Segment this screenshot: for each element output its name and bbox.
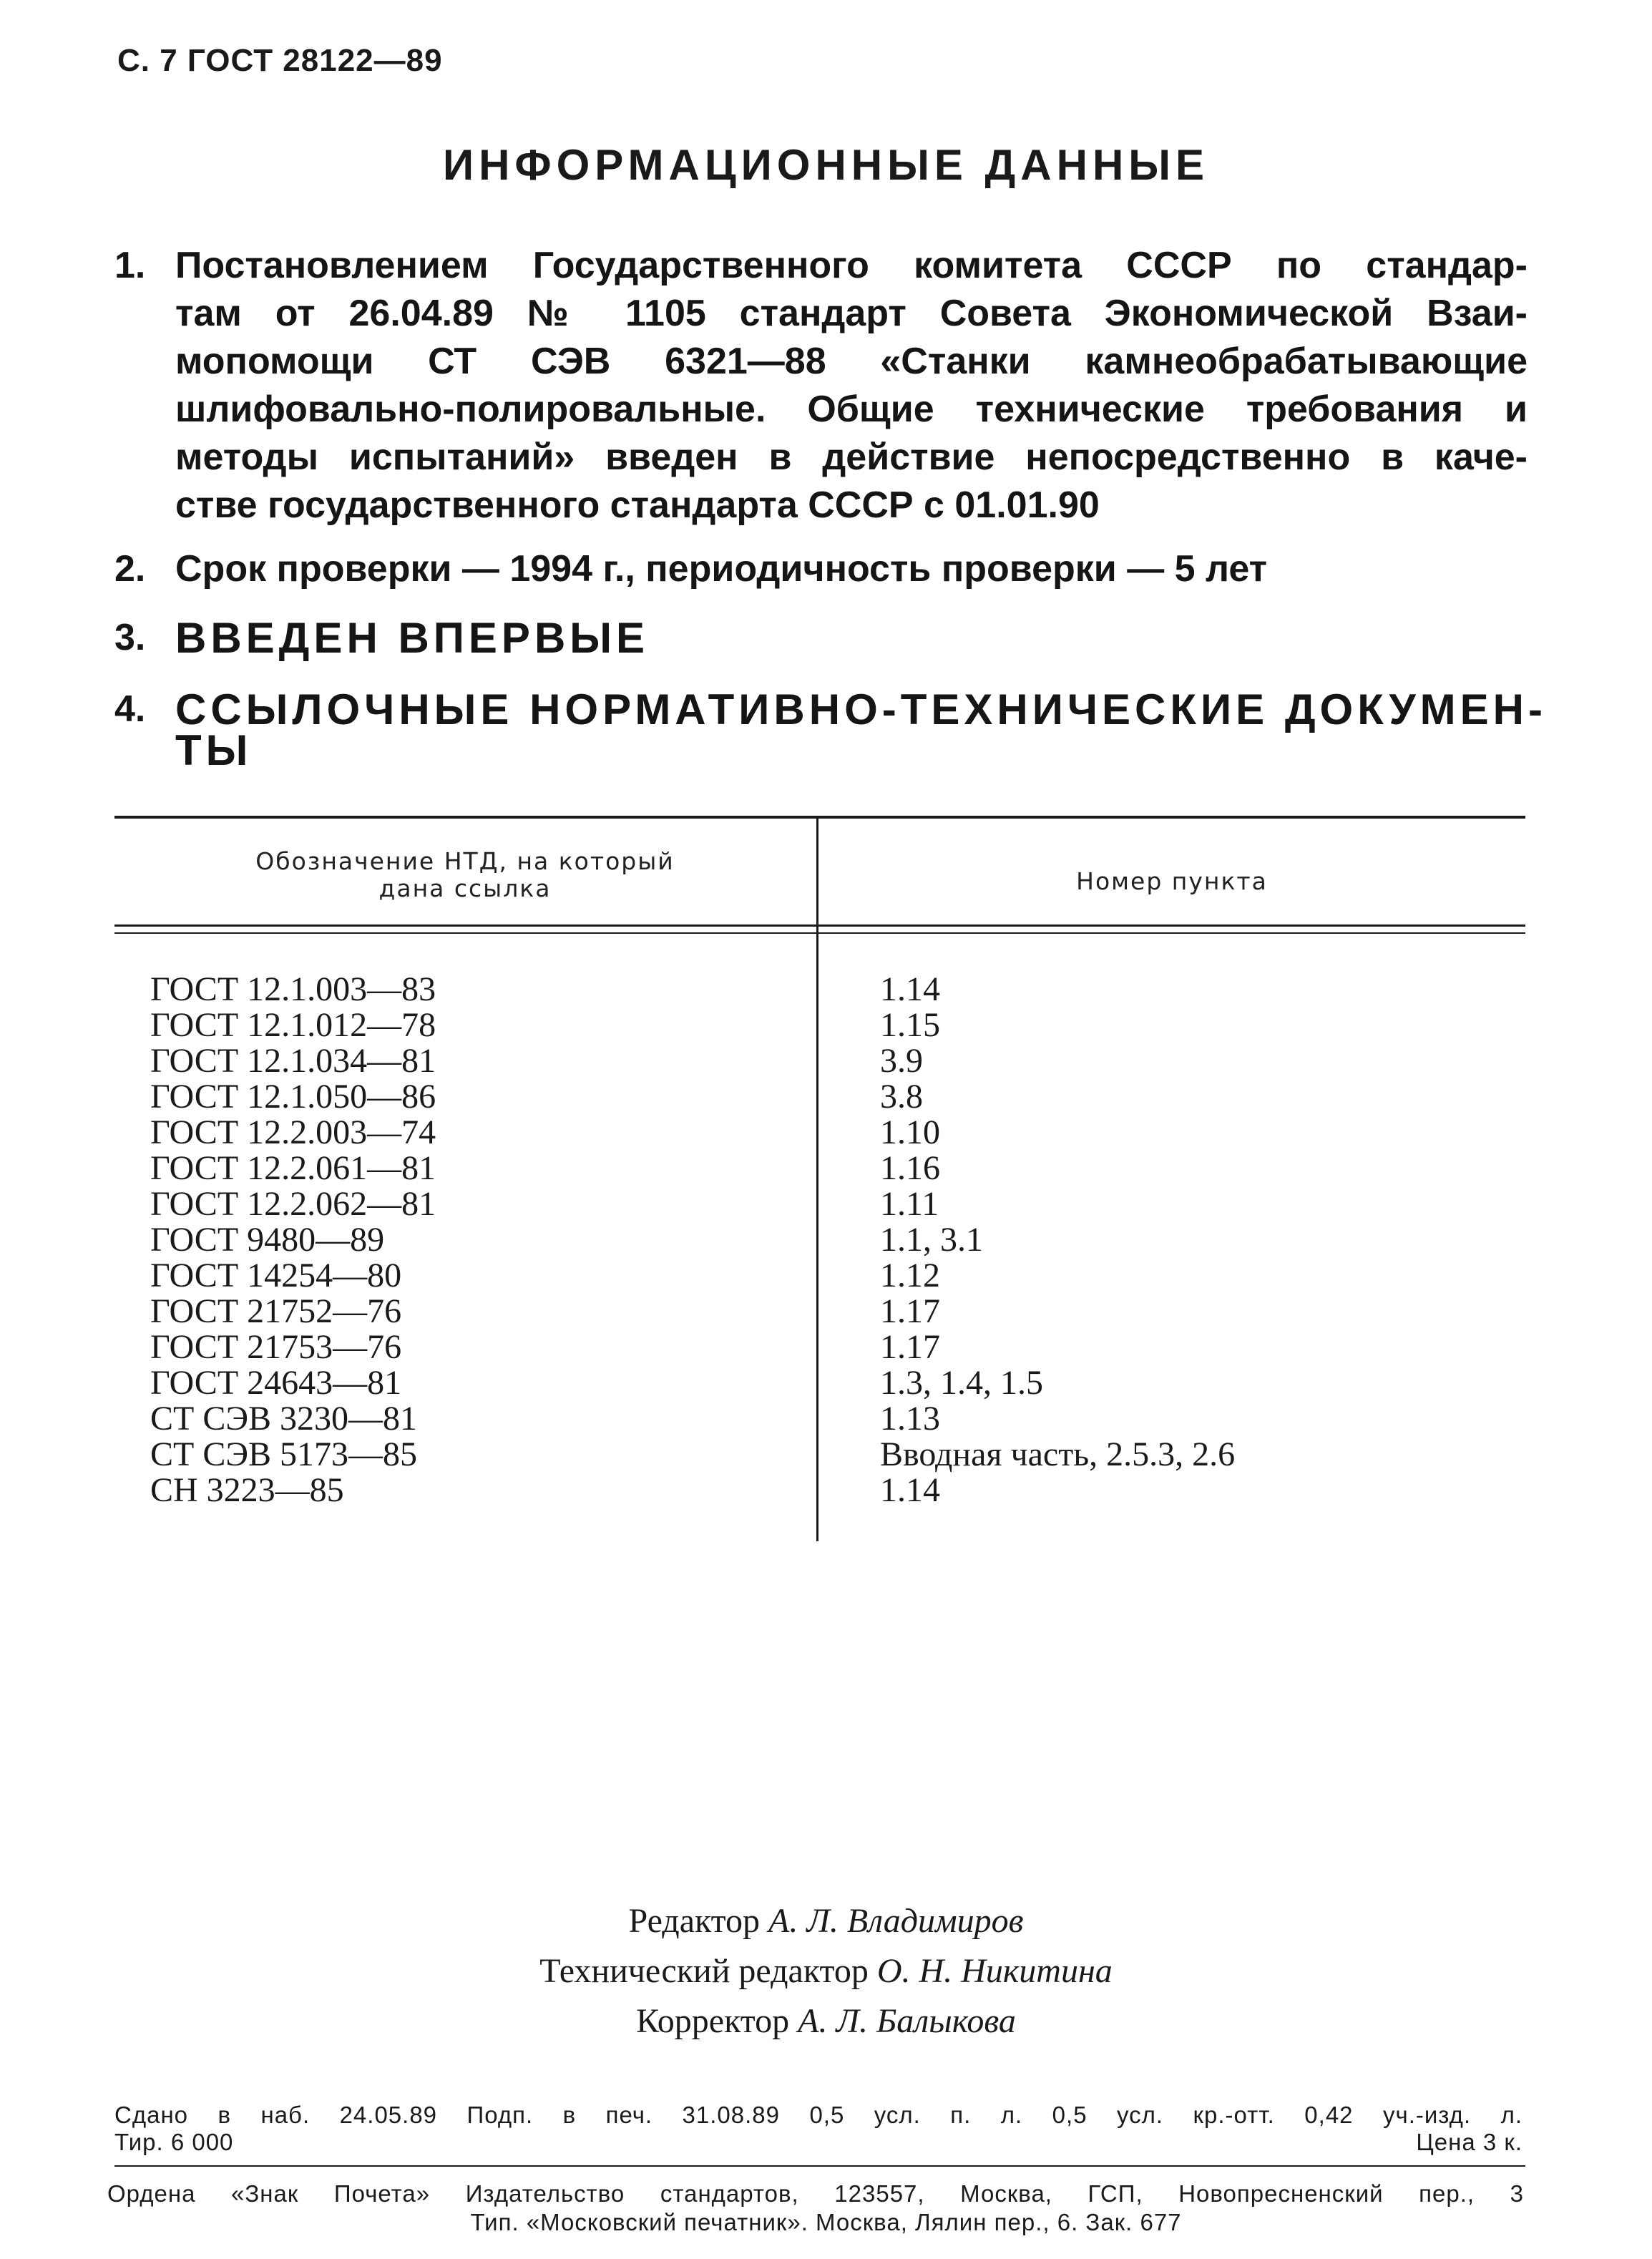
imprint-publisher: Ордена «Знак Почета» Издательство стандартов, 123557, Москва, ГСП, Новопресненский пер., 3	[107, 2180, 1524, 2207]
item-number: 1.	[114, 245, 146, 286]
ntd-designation: ГОСТ 24643—81	[150, 1364, 402, 1402]
table-header-rule-secondary	[114, 932, 1525, 934]
item-number: 3.	[114, 617, 146, 658]
ntd-designation: ГОСТ 9480—89	[150, 1221, 385, 1259]
point-number: 1.14	[880, 1471, 940, 1509]
point-number: 1.12	[880, 1257, 940, 1294]
point-number: 1.1, 3.1	[880, 1221, 983, 1259]
credit-tech-editor: Технический редактор О. Н. Никитина	[539, 1952, 1113, 1990]
table-header-designation: Обозначение НТД, на который дана ссылка	[255, 847, 675, 902]
ntd-designation: ГОСТ 12.1.050—86	[150, 1078, 436, 1116]
ntd-designation: СН 3223—85	[150, 1471, 344, 1509]
ntd-designation: ГОСТ 21752—76	[150, 1292, 402, 1330]
table-column-divider	[816, 819, 818, 1541]
imprint-rule	[114, 2165, 1525, 2167]
point-number: 1.17	[880, 1292, 940, 1330]
item-text-line: ТЫ	[175, 726, 253, 774]
item-text: ВВЕДЕН ВПЕРВЫЕ	[175, 614, 650, 662]
item-text-line: методы испытаний» введен в действие непосредственно в каче-	[175, 436, 1528, 478]
point-number: Вводная часть, 2.5.3, 2.6	[880, 1435, 1236, 1473]
credit-corrector: Корректор А. Л. Балыкова	[636, 2002, 1016, 2040]
item-text: Срок проверки — 1994 г., периодичность проверки — 5 лет	[175, 548, 1268, 590]
ntd-designation: ГОСТ 14254—80	[150, 1257, 402, 1294]
item-number: 2.	[114, 548, 146, 590]
ntd-designation: ГОСТ 21753—76	[150, 1328, 402, 1366]
point-number: 3.8	[880, 1078, 923, 1116]
ntd-designation: СТ СЭВ 5173—85	[150, 1435, 418, 1473]
ntd-designation: ГОСТ 12.2.003—74	[150, 1113, 436, 1151]
ntd-designation: ГОСТ 12.1.012—78	[150, 1006, 436, 1044]
item-text-line: Постановлением Государственного комитета СССР по стандар-	[175, 245, 1528, 286]
item-text-line: мопомощи СТ СЭВ 6321—88 «Станки камнеобрабатывающие	[175, 341, 1528, 382]
point-number: 1.13	[880, 1400, 940, 1438]
point-number: 1.10	[880, 1113, 940, 1151]
point-number: 1.15	[880, 1006, 940, 1044]
ntd-designation: ГОСТ 12.2.062—81	[150, 1185, 436, 1223]
credit-editor: Редактор А. Л. Владимиров	[628, 1902, 1024, 1940]
item-text-line: ССЫЛОЧНЫЕ НОРМАТИВНО-ТЕХНИЧЕСКИЕ ДОКУМЕН-	[175, 685, 1547, 733]
item-number: 4.	[114, 688, 146, 730]
imprint-price: Цена 3 к.	[1416, 2129, 1523, 2155]
table-top-rule	[114, 816, 1525, 819]
ntd-designation: ГОСТ 12.1.003—83	[150, 970, 436, 1008]
item-text-line: шлифовально-полировальные. Общие технические требования и	[175, 389, 1528, 430]
point-number: 1.14	[880, 970, 940, 1008]
point-number: 1.11	[880, 1185, 939, 1223]
ntd-designation: СТ СЭВ 3230—81	[150, 1400, 418, 1438]
item-text-line: там от 26.04.89 № 1105 стандарт Совета Экономической Взаи-	[175, 293, 1528, 334]
table-header-rule	[114, 924, 1525, 927]
document-title: ИНФОРМАЦИОННЫЕ ДАННЫЕ	[442, 141, 1210, 189]
page-header: С. 7 ГОСТ 28122—89	[117, 43, 443, 78]
imprint-circulation: Тир. 6 000	[114, 2129, 234, 2155]
ntd-designation: ГОСТ 12.2.061—81	[150, 1149, 436, 1187]
imprint-printer: Тип. «Московский печатник». Москва, Лялин пер., 6. Зак. 677	[470, 2209, 1182, 2235]
ntd-designation: ГОСТ 12.1.034—81	[150, 1042, 436, 1080]
table-header-point-number: Номер пункта	[1076, 867, 1268, 895]
point-number: 1.17	[880, 1328, 940, 1366]
point-number: 1.3, 1.4, 1.5	[880, 1364, 1043, 1402]
imprint-dates: Сдано в наб. 24.05.89 Подп. в печ. 31.08.89 0,5 усл. п. л. 0,5 усл. кр.-отт. 0,42 уч.-изд. л.	[114, 2102, 1523, 2128]
point-number: 3.9	[880, 1042, 923, 1080]
item-text-line: стве государственного стандарта СССР с 01.01.90	[175, 484, 1100, 526]
point-number: 1.16	[880, 1149, 940, 1187]
